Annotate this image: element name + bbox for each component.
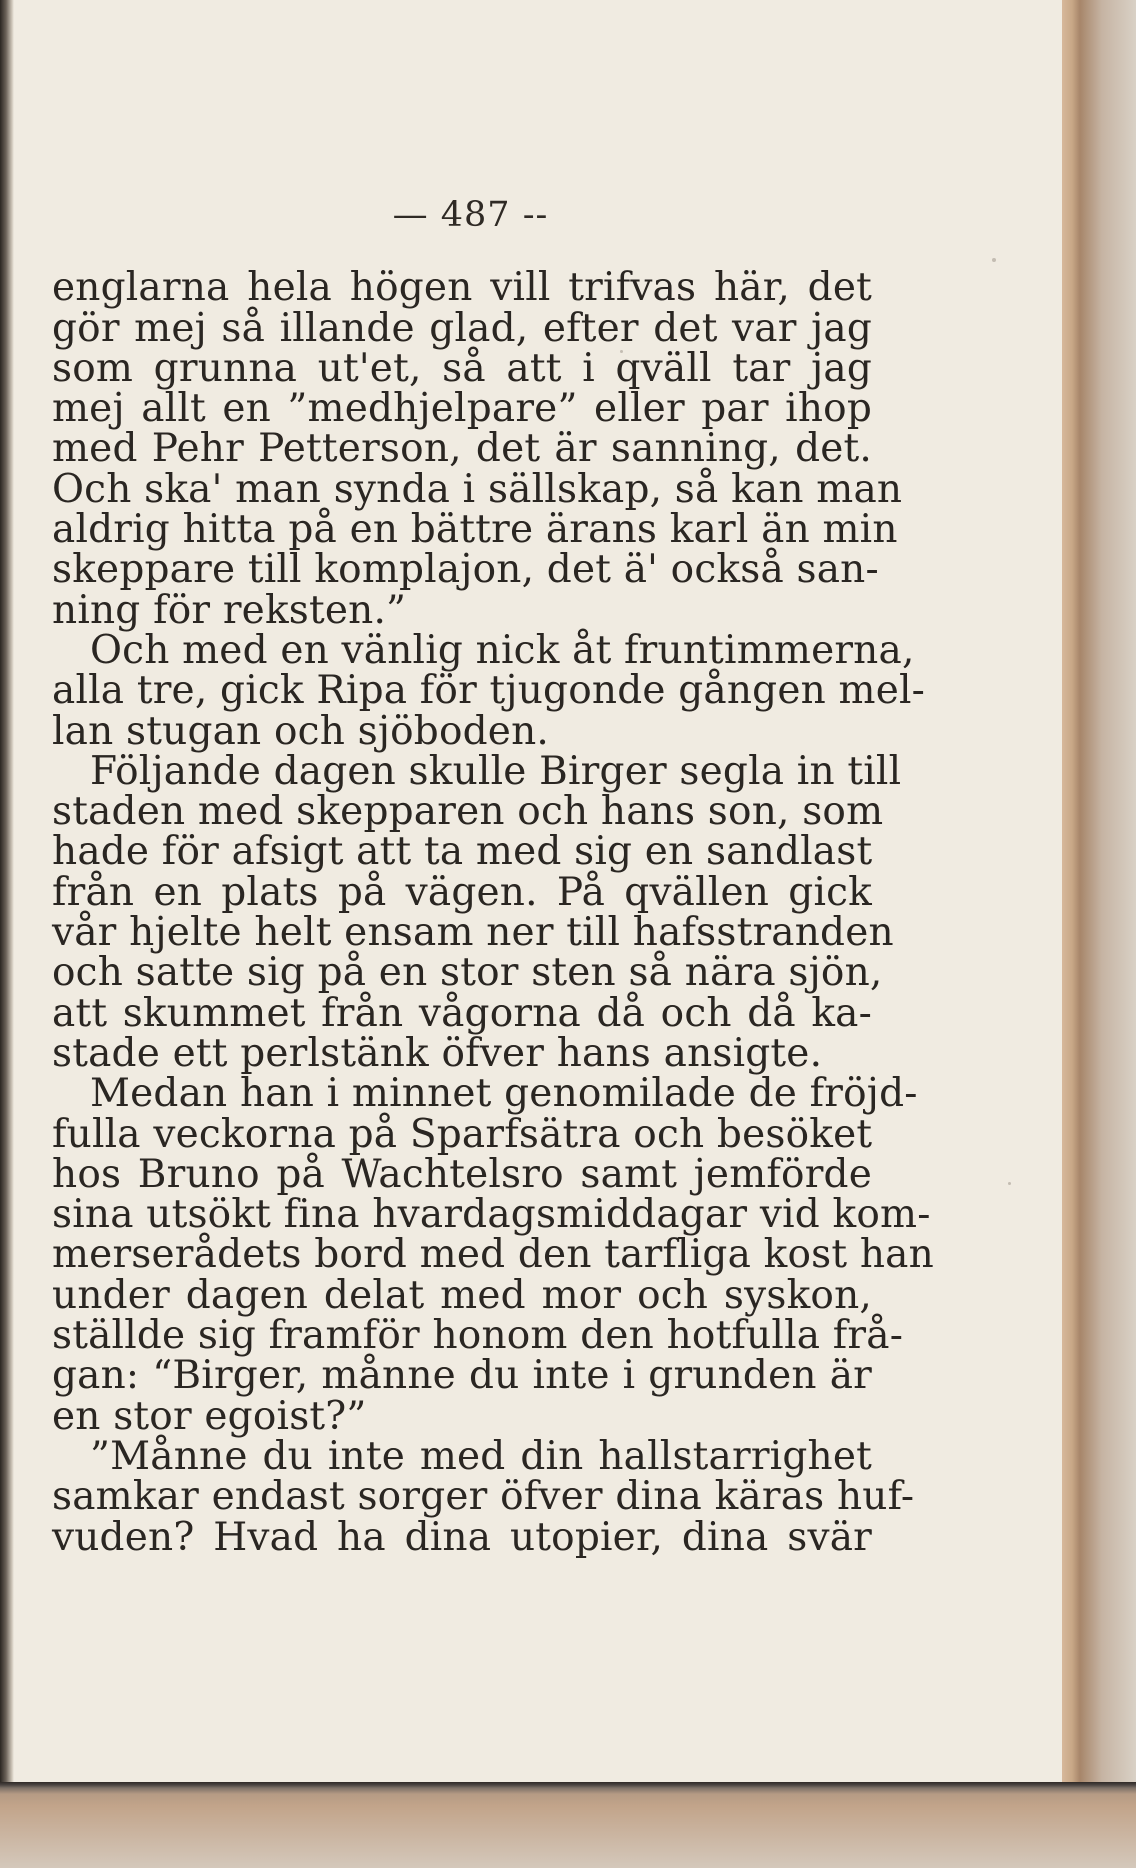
text-line: sina utsökt fina hvardagsmiddagar vid kom- — [52, 1192, 931, 1238]
page-right-edge — [1062, 0, 1136, 1868]
text-line: englarna hela högen vill trifvas här, det — [52, 265, 872, 311]
text-line: alla tre, gick Ripa för tjugonde gången mel- — [52, 668, 926, 714]
text-line: vår hjelte helt ensam ner till hafsstranden — [52, 910, 894, 956]
paragraph-2 — [52, 627, 926, 754]
page-number: — 487 -- — [392, 195, 549, 235]
text-line: ning för reksten.” — [52, 587, 407, 633]
text-line: Medan han i minnet genomilade de fröjd- — [90, 1071, 918, 1117]
paragraph-5 — [52, 1433, 915, 1560]
page-text-block — [52, 195, 934, 1560]
text-line: ”Månne du inte med din hallstarrighet — [90, 1433, 872, 1479]
text-line: hos Bruno på Wachtelsro samt jemförde — [52, 1151, 872, 1197]
text-line: stade ett perlstänk öfver hans ansigte. — [52, 1030, 823, 1076]
paragraph-3 — [52, 748, 902, 1076]
page-spine-edge — [0, 0, 14, 1868]
paper-speck — [992, 258, 996, 262]
text-line: samkar endast sorger öfver dina käras huf- — [52, 1474, 915, 1520]
text-line: staden med skepparen och hans son, som — [52, 789, 884, 835]
paragraph-4 — [52, 1071, 934, 1439]
text-line: och satte sig på en stor sten så nära sjön, — [52, 950, 883, 996]
text-line: Och med en vänlig nick åt fruntimmerna, — [90, 627, 915, 673]
text-line: ställde sig framför honom den hotfulla frå- — [52, 1313, 904, 1359]
text-line: under dagen delat med mor och syskon, — [52, 1272, 872, 1318]
text-line: från en plats på vägen. På qvällen gick — [52, 869, 872, 915]
text-line: Följande dagen skulle Birger segla in till — [90, 748, 902, 794]
text-line: med Pehr Petterson, det är sanning, det. — [52, 426, 872, 472]
text-line: lan stugan och sjöboden. — [52, 708, 550, 754]
text-line: aldrig hitta på en bättre ärans karl än min — [52, 507, 898, 553]
text-line: att skummet från vågorna då och då ka- — [52, 990, 872, 1036]
page-bottom-edge — [0, 1782, 1136, 1868]
paragraph-1 — [52, 265, 903, 633]
text-line: gan: “Birger, månne du inte i grunden är — [52, 1353, 872, 1399]
paper-speck — [1008, 1182, 1011, 1185]
text-line: en stor egoist?” — [52, 1393, 367, 1439]
text-line: mej allt en ”medhjelpare” eller par ihop — [52, 386, 872, 432]
text-line: merserådets bord med den tarfliga kost han — [52, 1232, 934, 1278]
text-line: skeppare till komplajon, det ä' också san- — [52, 547, 879, 593]
text-line: Och ska' man synda i sällskap, så kan man — [52, 466, 903, 512]
text-line: vuden? Hvad ha dina utopier, dina svär — [52, 1514, 872, 1560]
text-line: fulla veckorna på Sparfsätra och besöket — [52, 1111, 873, 1157]
text-line: hade för afsigt att ta med sig en sandlast — [52, 829, 873, 875]
text-line: gör mej så illande glad, efter det var jag — [52, 305, 872, 351]
text-line: som grunna ut'et, så att i qväll tar jag — [52, 345, 872, 391]
